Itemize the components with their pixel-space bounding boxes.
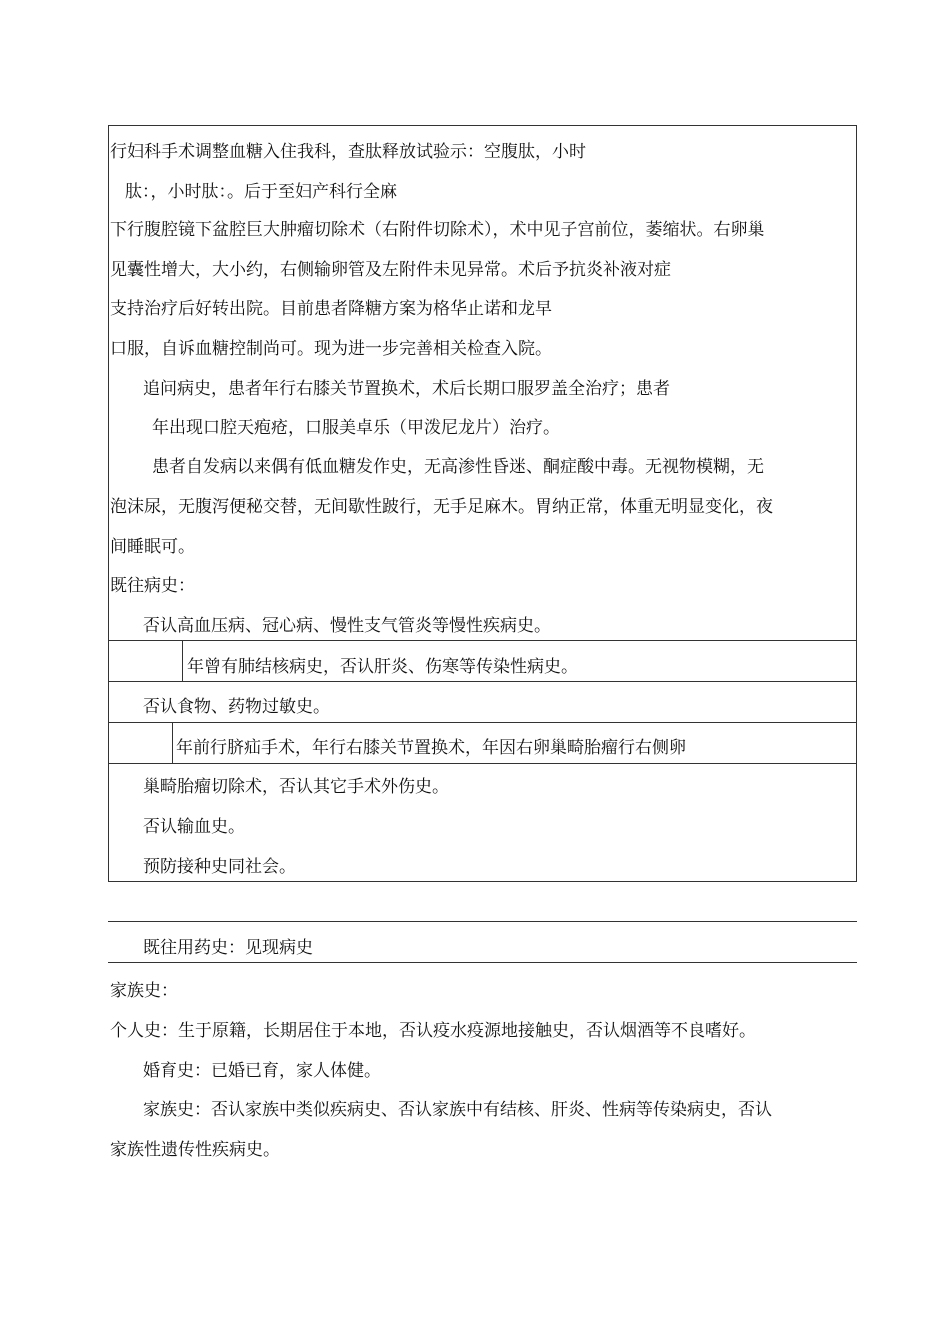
text-line: 否认高血压病、冠心病、慢性支气管炎等慢性疾病史。 <box>143 616 551 636</box>
text-line: 患者自发病以来偶有低血糖发作史，无高渗性昏迷、酮症酸中毒。无视物模糊，无 <box>152 457 764 477</box>
family-history: 家族性遗传性疾病史。 <box>110 1140 280 1160</box>
row-divider <box>172 722 173 764</box>
text-line: 否认食物、药物过敏史。 <box>143 697 330 717</box>
text-line: 支持治疗后好转出院。目前患者降糖方案为格华止诺和龙早 <box>110 299 552 319</box>
text-line: 见囊性增大，大小约，右侧输卵管及左附件未见异常。术后予抗炎补液对症 <box>110 260 671 280</box>
row-divider <box>182 640 183 682</box>
text-line: 肽：，小时肽：。后于至妇产科行全麻 <box>125 182 397 202</box>
text-line: 泡沫尿，无腹泻便秘交替，无间歇性跛行，无手足麻木。胃纳正常，体重无明显变化，夜 <box>110 497 773 517</box>
personal-history: 个人史：生于原籍，长期居住于本地，否认疫水疫源地接触史，否认烟酒等不良嗜好。 <box>110 1021 756 1041</box>
text-line: 预防接种史同社会。 <box>143 857 296 877</box>
horizontal-rule <box>108 921 857 922</box>
text-line: 巢畸胎瘤切除术，否认其它手术外伤史。 <box>143 777 449 797</box>
text-line: 行妇科手术调整血糖入住我科，查肽释放试验示：空腹肽，小时 <box>110 142 586 162</box>
text-line: 年曾有肺结核病史，否认肝炎、伤寒等传染性病史。 <box>187 657 578 677</box>
marital-history: 婚育史：已婚已育，家人体健。 <box>143 1061 381 1081</box>
section-heading: 既往病史： <box>110 576 195 596</box>
text-line: 间睡眠可。 <box>110 537 195 557</box>
horizontal-rule <box>108 962 857 963</box>
medication-history: 既往用药史：见现病史 <box>143 938 313 958</box>
text-line: 口服，自诉血糖控制尚可。现为进一步完善相关检查入院。 <box>110 339 552 359</box>
family-history-label: 家族史： <box>110 981 178 1001</box>
text-line: 下行腹腔镜下盆腔巨大肿瘤切除术（右附件切除术），术中见子宫前位，萎缩状。右卵巢 <box>110 220 765 240</box>
text-line: 否认输血史。 <box>143 817 245 837</box>
text-line: 年前行脐疝手术，年行右膝关节置换术，年因右卵巢畸胎瘤行右侧卵 <box>176 738 686 758</box>
text-line: 追问病史，患者年行右膝关节置换术，术后长期口服罗盖全治疗；患者 <box>143 379 670 399</box>
family-history: 家族史：否认家族中类似疾病史、否认家族中有结核、肝炎、性病等传染病史，否认 <box>143 1100 772 1120</box>
text-line: 年出现口腔天疱疮，口服美卓乐（甲泼尼龙片）治疗。 <box>152 418 560 438</box>
